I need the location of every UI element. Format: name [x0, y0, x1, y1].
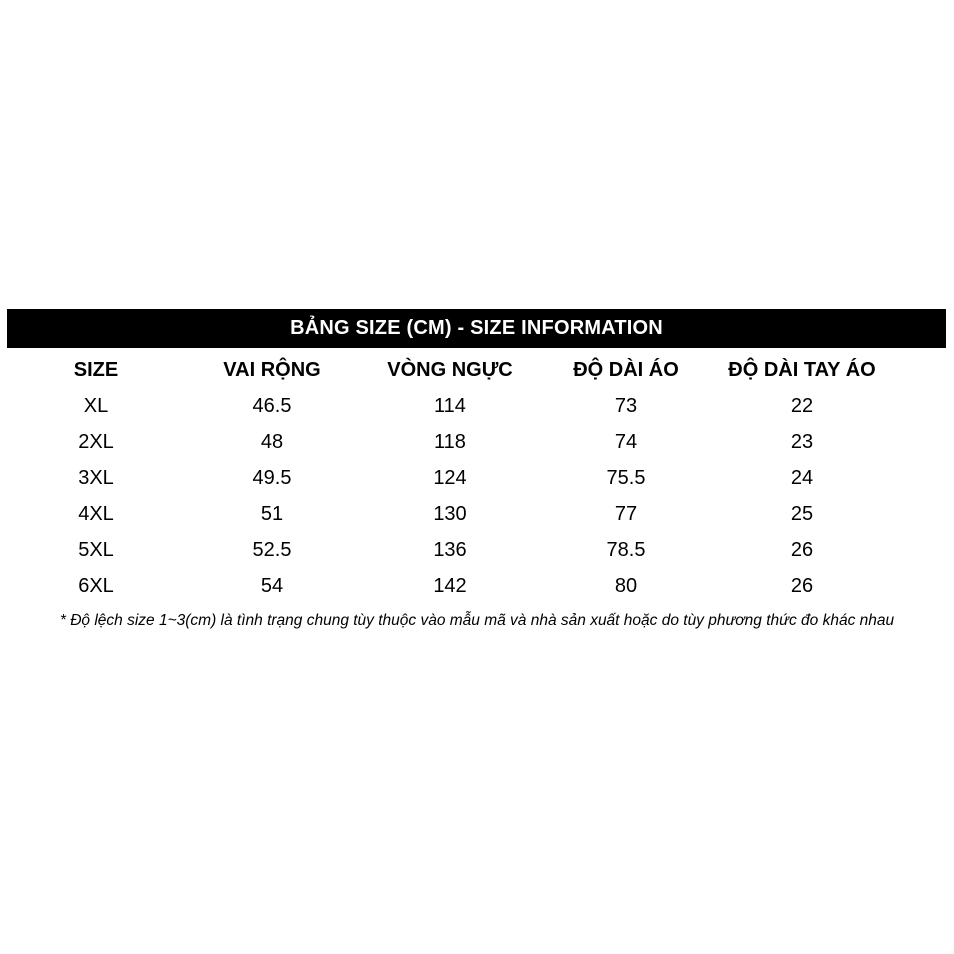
- cell-chest: 118: [434, 430, 466, 453]
- table-row: [0, 496, 954, 532]
- cell-shoulder-width: 46.5: [252, 394, 292, 417]
- cell-shoulder-width: 52.5: [252, 538, 292, 561]
- cell-shirt-length: 74: [614, 430, 638, 453]
- cell-size: 4XL: [78, 502, 114, 525]
- cell-shirt-length: 73: [614, 394, 638, 417]
- cell-chest: 114: [434, 394, 466, 417]
- cell-size: XL: [83, 394, 109, 417]
- header-shoulder-width: VAI RỘNG: [223, 358, 321, 381]
- table-row: [0, 568, 954, 604]
- cell-chest: 124: [433, 466, 467, 489]
- size-chart-title: BẢNG SIZE (CM) - SIZE INFORMATION: [7, 309, 946, 348]
- table-row: [0, 424, 954, 460]
- cell-shoulder-width: 48: [260, 430, 284, 453]
- cell-sleeve-length: 25: [790, 502, 814, 525]
- cell-size: 2XL: [78, 430, 114, 453]
- cell-sleeve-length: 22: [790, 394, 814, 417]
- cell-shirt-length: 78.5: [606, 538, 646, 561]
- header-size: SIZE: [73, 358, 119, 381]
- cell-shirt-length: 77: [614, 502, 638, 525]
- cell-sleeve-length: 26: [790, 574, 814, 597]
- header-shirt-length: ĐỘ DÀI ÁO: [573, 358, 679, 381]
- cell-sleeve-length: 26: [790, 538, 814, 561]
- size-table: [0, 352, 954, 604]
- cell-chest: 130: [433, 502, 467, 525]
- header-chest: VÒNG NGỰC: [387, 358, 513, 381]
- table-header-row: [0, 352, 954, 388]
- cell-sleeve-length: 23: [790, 430, 814, 453]
- cell-shirt-length: 75.5: [606, 466, 646, 489]
- cell-size: 6XL: [78, 574, 114, 597]
- table-row: [0, 532, 954, 568]
- cell-size: 3XL: [78, 466, 114, 489]
- cell-shirt-length: 80: [614, 574, 638, 597]
- cell-shoulder-width: 49.5: [252, 466, 292, 489]
- size-tolerance-note: * Độ lệch size 1~3(cm) là tình trạng chung tùy thuộc vào mẫu mã và nhà sản xuất hoặc do tùy phương thức đo khác nhau: [59, 612, 895, 629]
- cell-chest: 142: [433, 574, 467, 597]
- cell-shoulder-width: 54: [260, 574, 284, 597]
- cell-size: 5XL: [78, 538, 114, 561]
- header-sleeve-length: ĐỘ DÀI TAY ÁO: [728, 358, 876, 381]
- table-row: [0, 460, 954, 496]
- cell-chest: 136: [433, 538, 467, 561]
- cell-sleeve-length: 24: [790, 466, 814, 489]
- table-row: [0, 388, 954, 424]
- cell-shoulder-width: 51: [260, 502, 284, 525]
